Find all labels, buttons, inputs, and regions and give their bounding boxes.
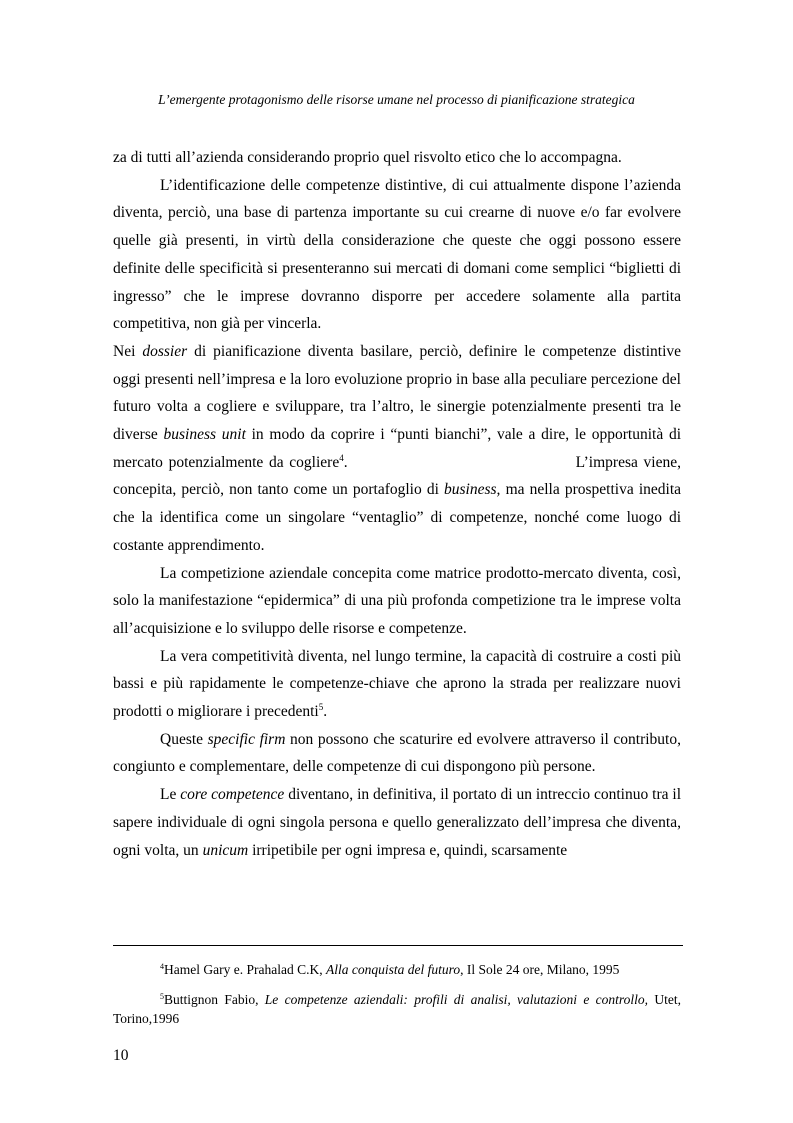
footnotes [113,960,681,1039]
italic-term: specific firm [207,730,286,748]
footnote-number: 5 [160,992,164,1001]
text-run: diventano, in definitiva, il portato di un intreccio continuo tra il sapere individuale di ogni singola persona e quello generalizzato dell’impresa che diventa, ogni volta, un [113,786,681,859]
text-run: non possono che scaturire ed evolvere attraverso il contributo, congiunto e complementare, delle competenze di cui dispongono più persone. [113,730,681,776]
footnote-number: 4 [160,962,164,971]
footnote-ref-4[interactable]: 4 [339,452,344,463]
page-number: 10 [113,1047,129,1064]
text-run: Le [160,786,177,804]
italic-term: unicum [202,841,249,859]
text-run: L’impresa viene, concepita, perciò, non tanto come un portafoglio di [113,453,681,499]
paragraph-5 [113,643,681,726]
text-run: ma nella prospettiva inedita che la identifica come un singolare “ventaglio” di competenze, nonché come luogo di costante apprendimento. [113,481,682,554]
text-run: La vera competitività diventa, nel lungo termine, la capacità di costruire a costi più bassi e più rapidamente le competenze-chiave che aprono la strada per realizzare nuovi prodotti o migliorare i precedenti [113,647,681,721]
text-run: irripetibile per ogni impresa e, quindi, scarsamente [252,841,568,859]
italic-term: core competence [180,786,285,804]
text-run: . [323,703,328,721]
footnote-ref-5[interactable]: 5 [318,702,324,713]
italic-title: Le competenze aziendali: profili di analisi, valutazioni e controllo, [264,992,649,1007]
running-header: L’emergente protagonismo delle risorse umane nel processo di pianificazione strategica [158,92,635,107]
paragraph-6 [113,726,681,781]
italic-term: business unit [163,426,246,444]
paragraph-4: La competizione aziendale concepita come matrice prodotto-mercato diventa, così, solo la manifestazione “epidermica” di una più profonda competizione tra le imprese volta all’acquisizione e lo sviluppo delle risorse e competenze. [113,564,681,637]
text-run: di pianificazione diventa basilare, perciò, definire le competenze distintive oggi presenti nell’impresa e la loro evoluzione proprio in base alla peculiare percezione del futuro volta a cogliere e sviluppare, tra l’altro, le sinergie potenzialmente presenti tra le diverse [113,342,682,444]
text-run: in modo da coprire i “punti bianchi”, vale a dire, le opportunità di mercato potenzialmente da cogliere [113,426,681,471]
footnote-5 [113,990,681,1028]
footnote-divider [113,945,683,946]
text-run: . [343,453,348,471]
footnote-4 [113,960,681,979]
paragraph-1: za di tutti all’azienda considerando proprio quel risvolto etico che lo accompagna. [113,149,622,166]
paragraph-7 [113,781,681,864]
italic-term: business, [444,481,501,499]
text-run: Queste [160,730,204,748]
text-run: , Il Sole 24 ore, Milano, 1995 [460,962,620,977]
text-run: Utet, Torino,1996 [113,992,682,1026]
paragraph-2: L’identificazione delle competenze distintive, di cui attualmente dispone l’azienda diventa, perciò, una base di partenza importante su cui crearne di nuove e/o far evolvere quelle già presenti, in virtù della considerazione che queste che oggi possono essere definite delle specificità si presenteranno sui mercati di domani come semplici “biglietti di ingresso” che le imprese dovranno disporre per accedere solamente alla partita competitiva, non già per vincerla. [113,176,681,333]
italic-term: dossier [142,342,188,360]
text-run: Nei [113,342,136,360]
paragraph-3 [113,338,681,560]
text-run: Hamel Gary e. Prahalad C.K, [164,962,323,977]
main-text [113,144,681,864]
italic-title: Alla conquista del futuro [325,962,461,977]
text-run: Buttignon Fabio, [164,992,259,1007]
